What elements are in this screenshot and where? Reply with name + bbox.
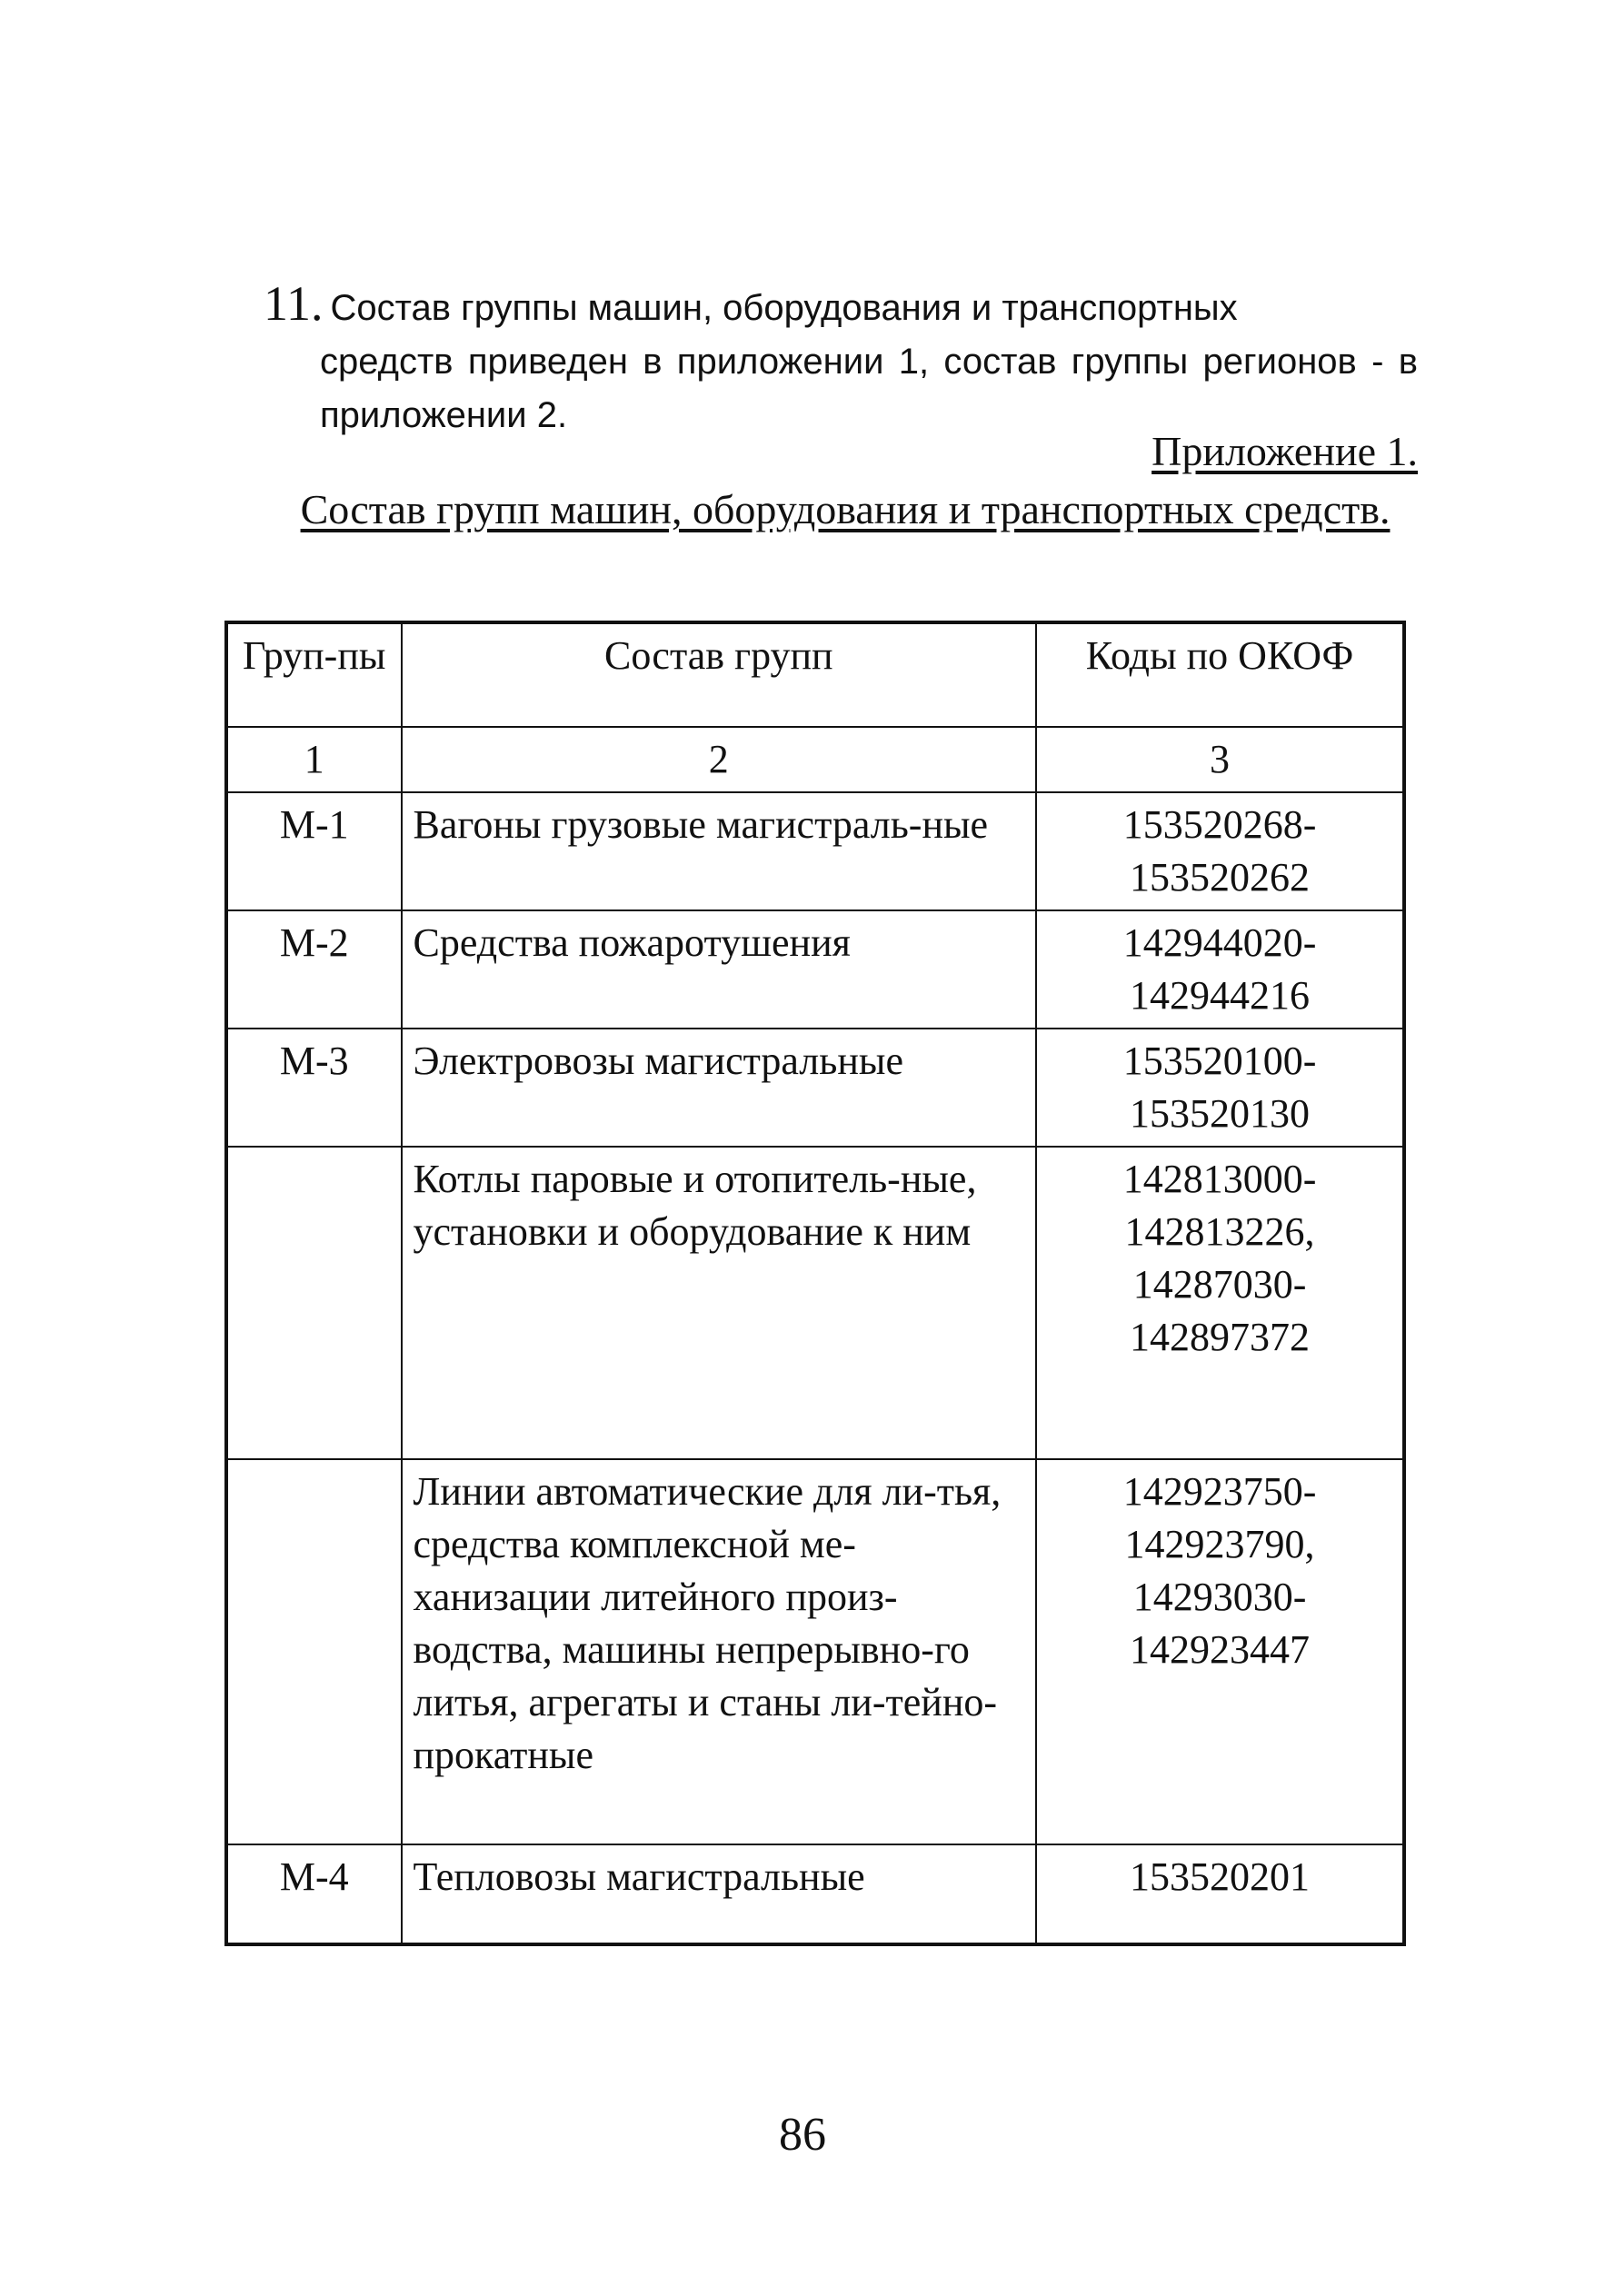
- composition-cell: Электровозы магистральные: [402, 1029, 1037, 1147]
- column-number: 3: [1036, 727, 1404, 792]
- composition-cell: Вагоны грузовые магистраль-ные: [402, 792, 1037, 910]
- table-row: [226, 1147, 1404, 1459]
- paragraph-number: 11.: [264, 276, 324, 331]
- group-cell: М-4: [226, 1844, 402, 1944]
- group-cell: М-1: [226, 792, 402, 910]
- table-row: [226, 1459, 1404, 1844]
- table-header-row: [226, 622, 1404, 727]
- table-row: [226, 1844, 1404, 1944]
- composition-cell: Средства пожаротушения: [402, 910, 1037, 1029]
- column-number: 1: [226, 727, 402, 792]
- paragraph-first-line: Состав группы машин, оборудования и транспортных: [330, 288, 1238, 328]
- table-row: [226, 792, 1404, 910]
- group-cell: М-3: [226, 1029, 402, 1147]
- codes-cell: 153520100-153520130: [1036, 1029, 1404, 1147]
- group-cell: [226, 1147, 402, 1459]
- column-number: 2: [402, 727, 1037, 792]
- composition-cell: Котлы паровые и отопитель-ные, установки и оборудование к ним: [402, 1147, 1037, 1459]
- composition-cell: Линии автоматические для ли-тья, средства комплексной ме-ханизации литейного произ-водства, машины непрерывно-го литья, агрегаты и станы ли-тейно-прокатные: [402, 1459, 1037, 1844]
- codes-cell: 153520268-153520262: [1036, 792, 1404, 910]
- column-numbers-row: [226, 727, 1404, 792]
- paragraph-11: [264, 277, 1418, 442]
- appendix-label: Приложение 1.: [1151, 428, 1418, 474]
- header-composition: Состав групп: [402, 622, 1037, 727]
- codes-cell: 153520201: [1036, 1844, 1404, 1944]
- composition-cell: Тепловозы магистральные: [402, 1844, 1037, 1944]
- group-cell: М-2: [226, 910, 402, 1029]
- table-row: [226, 910, 1404, 1029]
- codes-cell: 142813000-142813226, 14287030-142897372: [1036, 1147, 1404, 1459]
- page-number: 86: [779, 2109, 826, 2161]
- table-title: Состав групп машин, оборудования и транспортных средств.: [300, 486, 1391, 532]
- codes-cell: 142923750-142923790, 14293030-142923447: [1036, 1459, 1404, 1844]
- table-row: [226, 1029, 1404, 1147]
- group-cell: [226, 1459, 402, 1844]
- paragraph-rest: средств приведен в приложении 1, состав группы регионов - в приложении 2.: [320, 342, 1418, 435]
- header-codes: Коды по ОКОФ: [1036, 622, 1404, 727]
- codes-cell: 142944020-142944216: [1036, 910, 1404, 1029]
- header-groups: Груп-пы: [226, 622, 402, 727]
- groups-table: [224, 621, 1406, 1946]
